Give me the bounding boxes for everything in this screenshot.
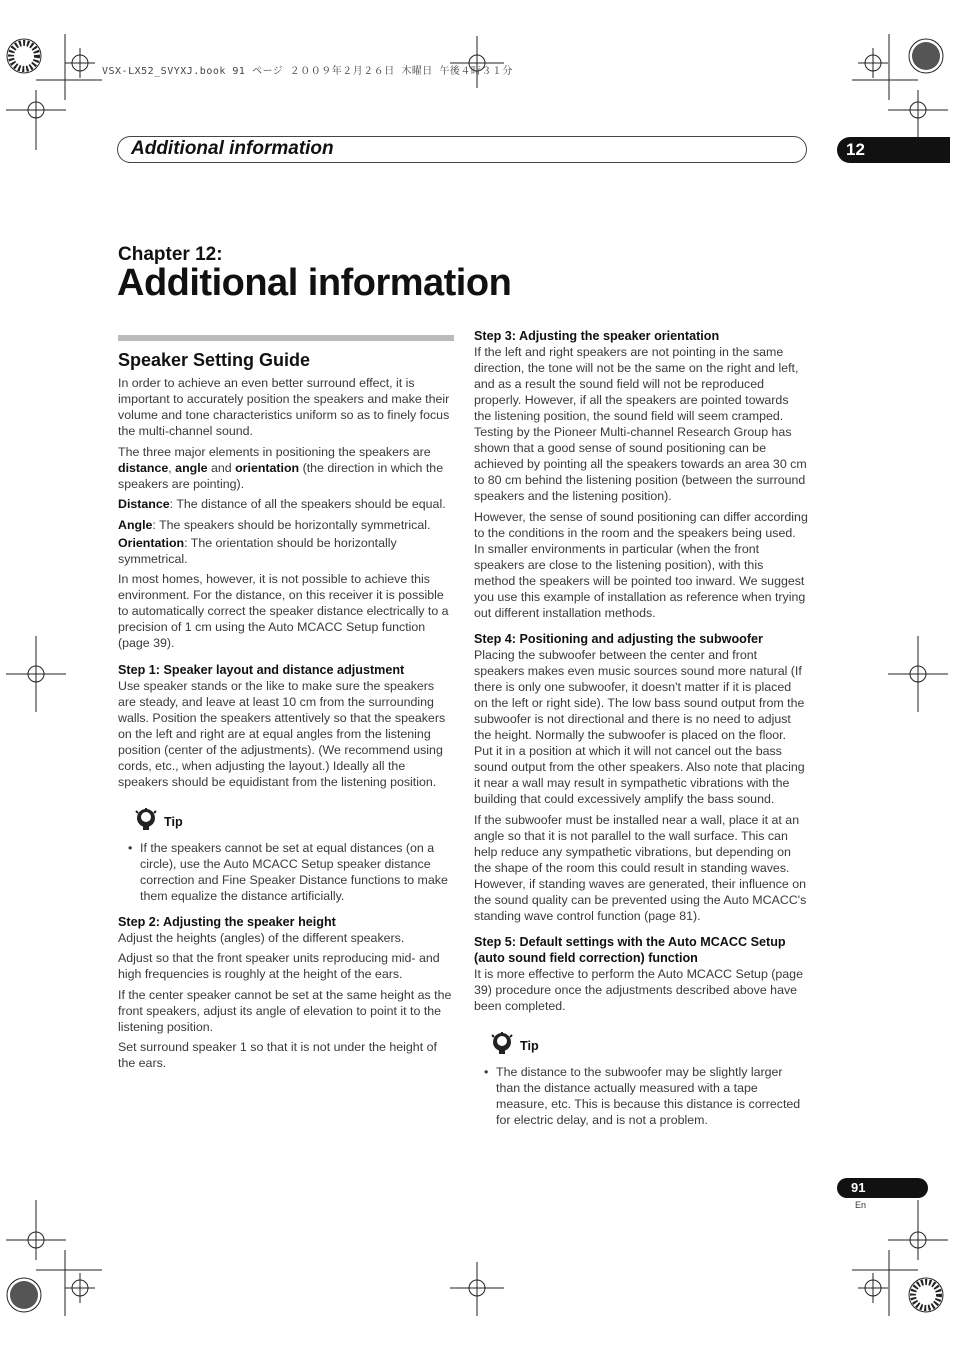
step2-paragraph-3: If the center speaker cannot be set at the same height as the front speakers, adjust its angle of elevation to point it to the listening position. (118, 987, 452, 1034)
step2-heading: Step 2: Adjusting the speaker height (118, 914, 336, 929)
page-title: Additional information (117, 262, 512, 304)
tip-header (118, 808, 454, 834)
step4-paragraph-2: If the subwoofer must be installed near a wall, place it at an angle so that it is not parallel to the wall surface. This can help reduce any sympathetic vibrations, but depending on the shape of the room this could result in standing waves. However, if standing waves are generated, their influence on the sound quality can be prevented using the Auto MCACC's standing wave control function (page 81). (474, 812, 807, 923)
page-language: En (855, 1200, 867, 1210)
most-homes-paragraph: In most homes, however, it is not possible to achieve this environment. For the distance, on this receiver it is possible to automatically correct the speaker distance electrically to a precision of 1 cm using the Auto MCACC Setup function (page 39). (118, 572, 449, 650)
left-column (118, 335, 454, 1076)
tip-label: Tip (164, 814, 183, 829)
step2-paragraph-1: Adjust the heights (angles) of the different speakers. (118, 930, 405, 945)
lightbulb-icon (134, 808, 158, 832)
step4-heading: Step 4: Positioning and adjusting the subwoofer (474, 632, 763, 646)
step5-paragraph: It is more effective to perform the Auto MCACC Setup (page 39) procedure once the adjustments described above have been completed. (474, 967, 803, 1013)
chapter-label: Chapter 12: (118, 244, 223, 265)
page-number: 91 (851, 1180, 866, 1195)
chapter-number: 12 (846, 140, 865, 159)
lightbulb-icon (490, 1032, 514, 1056)
elements-paragraph: The three major elements in positioning the speakers are distance, angle and orientation (the direction in which the speakers are pointing). (118, 444, 444, 491)
section-divider (118, 335, 454, 341)
section-title: Speaker Setting Guide (118, 350, 311, 370)
intro-paragraph: In order to achieve an even better surround effect, it is important to accurately position the speakers and make their volume and tone characteristics uniform so as to finely focus the multi-channel sound. (118, 376, 450, 438)
step4-paragraph-1: Placing the subwoofer between the center and front speakers makes even music sources sound more natural (If there is only one subwoofer, it doesn't matter if it is placed on the left or right side). The low bass sound output from the subwoofer is not directional and there is no need to adjust the height. Normally the subwoofer is placed on the floor. Put it in a position at which it will not cancel out the bass sound output from the other speakers. Also note that placing it near a wall may result in sympathetic vibrations with the building that could excessively amplify the bass sound. (474, 648, 805, 806)
tip-bullet: • The distance to the subwoofer may be slightly larger than the distance actually measured with a tape measure, etc. This is because this distance is corrected for electric delay, and is not a problem. (474, 1064, 808, 1128)
step1-heading: Step 1: Speaker layout and distance adjustment (118, 662, 405, 677)
tip-label: Tip (520, 1039, 539, 1053)
step2-paragraph-2: Adjust so that the front speaker units reproducing mid- and high frequencies is roughly at the height of the ears. (118, 951, 440, 981)
step3-heading: Step 3: Adjusting the speaker orientation (474, 329, 720, 343)
tip-header (474, 1032, 808, 1058)
step5-heading: Step 5: Default settings with the Auto MCACC Setup (auto sound field correction) function (474, 935, 786, 965)
angle-definition: Angle: The speakers should be horizontally symmetrical. (118, 517, 431, 532)
step1-paragraph: Use speaker stands or the like to make sure the speakers are steady, and leave at least 10 cm from the surrounding walls. Position the speakers attentively so that the speakers on the left and right are at equal angles from the listening position (center of the adjustments). (We recommend using cords, etc., when adjusting the layout.) Ideally all the speakers should be equidistant from the listening position. (118, 678, 446, 789)
header-title: Additional information (131, 138, 334, 159)
step3-paragraph-1: If the left and right speakers are not pointing in the same direction, the tone will not be the same on the right and left, and as a result the sound field will not be reproduced properly. However, if all the speakers are pointed towards the listening position, the sound field will seem cramped. Testing by the Pioneer Multi-channel Research Group has shown that a good sense of sound positioning can be achieved by pointing all the speakers towards an area 30 cm to 80 cm behind the listening position (between the surround speakers and the listening position). (474, 345, 807, 503)
print-info-line: VSX-LX52_SVYXJ.book 91 ページ ２００９年２月２６日 木曜日 午後４時３１分 (102, 66, 513, 77)
right-column (474, 328, 808, 1134)
distance-definition: Distance: The distance of all the speakers should be equal. (118, 497, 446, 511)
orientation-definition: Orientation: The orientation should be horizontally symmetrical. (118, 535, 397, 566)
step3-paragraph-2: However, the sense of sound positioning can differ according to the conditions in the room and the speakers being used. In smaller environments in particular (when the front speakers are close to the listening position), with this method the speakers will be pointed too inward. We suggest you use this example of installation as reference when trying out different installation methods. (474, 509, 808, 620)
step2-paragraph-4: Set surround speaker 1 so that it is not under the height of the ears. (118, 1040, 437, 1070)
tip-bullet: • If the speakers cannot be set at equal distances (on a circle), use the Auto MCACC Setup speaker distance correction and Fine Speaker Distance functions to make them equalize the distance artificially. (118, 840, 454, 904)
